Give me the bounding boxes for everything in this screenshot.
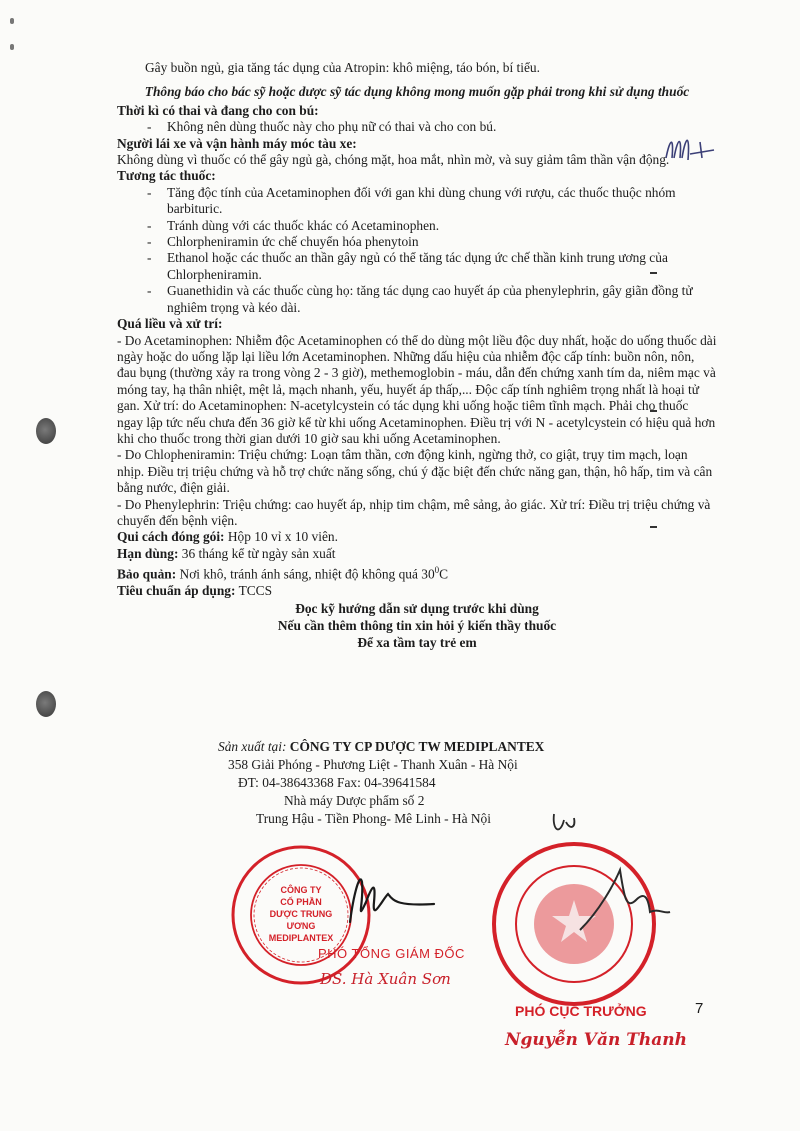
driving-heading: Người lái xe và vận hành máy móc tàu xe: [117,135,357,151]
list-item: - Tăng độc tính của Acetaminophen đối với gan khi dùng chung với rượu, các thuốc thuộc nhóm barbituric. [117,185,717,218]
right-signer-title: PHÓ CỤC TRƯỞNG [515,1003,647,1019]
edge-mark [10,18,14,24]
driving-text: Không dùng vì thuốc có thể gây ngủ gà, chóng mặt, hoa mắt, nhìn mờ, và suy giảm tâm thần vận động. [117,152,670,168]
page-number: 7 [695,1000,704,1017]
list-item: - Chlorpheniramin ức chế chuyển hóa phenytoin [117,234,717,250]
packaging-label: Qui cách đóng gói: [117,529,225,545]
notice-heading: Thông báo cho bác sỹ hoặc dược sỹ tác dụng không mong muốn gặp phải trong khi sử dụng thuốc [144,84,690,100]
expiry-line [117,546,717,562]
interactions-list [117,185,717,316]
list-item: - Guanethidin và các thuốc cùng họ: tăng tác dụng cao huyết áp của phenylephrin, gây giãn đồng tử nghiêm trọng và kéo dài. [117,283,717,316]
overdose-chlorpheniramin: - Do Chlopheniramin: Triệu chứng: Loạn tâm thần, cơn động kinh, ngừng thở, co giật, trụy tim mạch, loạn nhịp. Điều trị triệu chứng và hỗ trợ chức năng sống, chú ý đặc biệt đến chức năng gan, thận, hô hấp, tim và cân bằng nước, điện giải. [117,447,713,496]
seal-line: DƯỢC TRUNG ƯƠNG [269,909,333,931]
packaging-line [117,529,717,545]
right-signer-name: Nguyễn Văn Thanh [505,1030,687,1050]
manufacturer-address: 358 Giải Phóng - Phương Liệt - Thanh Xuân - Hà Nội [228,757,518,772]
standard-label: Tiêu chuẩn áp dụng: [117,583,236,599]
warning-line: Nếu cần thêm thông tin xin hỏi ý kiến thầy thuốc [277,618,557,634]
manufacturer-line [218,738,678,756]
edge-mark [10,44,14,50]
manufacturer-company: CÔNG TY CP DƯỢC TW MEDIPLANTEX [289,739,545,754]
list-item: - Không nên dùng thuốc này cho phụ nữ có thai và cho con bú. [117,119,717,135]
list-item: - Ethanol hoặc các thuốc an thần gây ngủ có thể tăng tác dụng ức chế thần kinh trung ương của Chlorpheniramin. [117,250,717,283]
expiry-value: 36 tháng kể từ ngày sản xuất [178,545,336,561]
standard-line [117,583,717,599]
storage-value: Nơi khô, tránh ánh sáng, nhiệt độ không quá 30 [176,566,435,582]
seal-line: CÔNG TY [280,885,322,895]
standard-value: TCCS [235,583,273,599]
pregnancy-list [117,119,717,135]
binder-hole-top [36,418,56,444]
factory-address: Trung Hậu - Tiền Phong- Mê Linh - Hà Nội [256,811,491,826]
seal-line: CỔ PHẦN [280,897,322,907]
overdose-acetaminophen: - Do Acetaminophen: Nhiễm độc Acetaminophen có thể do dùng một liều độc duy nhất, hoặc do uống thuốc dài ngày hoặc do uống lặp lại liều lớn Acetaminophen. Những dấu hiệu của nhiễm độc cấp tính: buồn nôn, nôn, đau bụng (thường xảy ra trong vòng 2 - 3 giờ), methemoglobin - máu, dẫn đến chứng xanh tím da, niêm mạc và móng tay, hạ thân nhiệt, mệt lả, mạch nhanh, yếu, huyết áp thấp,... Độc cấp tính nghiêm trọng nhất là hoại tử gan. Xử trí: do Acetaminophen: N-acetylcystein có tác dụng khi uống hoặc tiêm tĩnh mạch. Phải cho thuốc ngay lập tức nếu chưa đến 36 giờ kể từ khi uống Acetaminophen. Điều trị với N - acetylcystein có hiệu quả hơn khi cho thuốc trong thời gian dưới 10 giờ sau khi uống Acetaminophen. [117,332,717,446]
left-signer-title: PHÓ TỔNG GIÁM ĐỐC [318,946,465,961]
signature-right [540,800,680,940]
manufacturer-label: Sản xuất tại: [218,739,290,754]
left-signer-name: DS. Hà Xuân Sơn [320,970,451,988]
storage-label: Bảo quản: [117,566,177,582]
warnings-block [117,600,717,651]
warning-line: Đọc kỹ hướng dẫn sử dụng trước khi dùng [295,601,539,617]
factory-name: Nhà máy Dược phẩm số 2 [284,793,425,808]
storage-degree: 0 [434,565,440,576]
expiry-label: Hạn dùng: [117,545,179,561]
binder-hole-bottom [36,691,56,717]
main-text [117,60,717,651]
manufacturer-phone: ĐT: 04-38643368 Fax: 04-39641584 [238,775,436,790]
signature-left [330,862,440,942]
overdose-heading: Quá liều và xử trí: [117,316,223,332]
pregnancy-heading: Thời kì có thai và đang cho con bú: [117,102,319,118]
overdose-phenylephrin: - Do Phenylephrin: Triệu chứng: cao huyết áp, nhịp tim chậm, mê sảng, ảo giác. Xử trí: Điều trị triệu chứng và chuyển đến bệnh viện. [117,496,711,528]
interactions-heading: Tương tác thuốc: [117,168,216,184]
intro-line: Gây buồn ngủ, gia tăng tác dụng của Atropin: khô miệng, táo bón, bí tiểu. [145,60,540,75]
seal-line: MEDIPLANTEX [268,933,334,943]
storage-unit: C [439,566,449,582]
warning-line: Để xa tầm tay trẻ em [357,635,477,651]
storage-line [117,562,717,583]
packaging-value: Hộp 10 vỉ x 10 viên. [224,529,338,545]
list-item: - Tránh dùng với các thuốc khác có Acetaminophen. [117,218,717,234]
